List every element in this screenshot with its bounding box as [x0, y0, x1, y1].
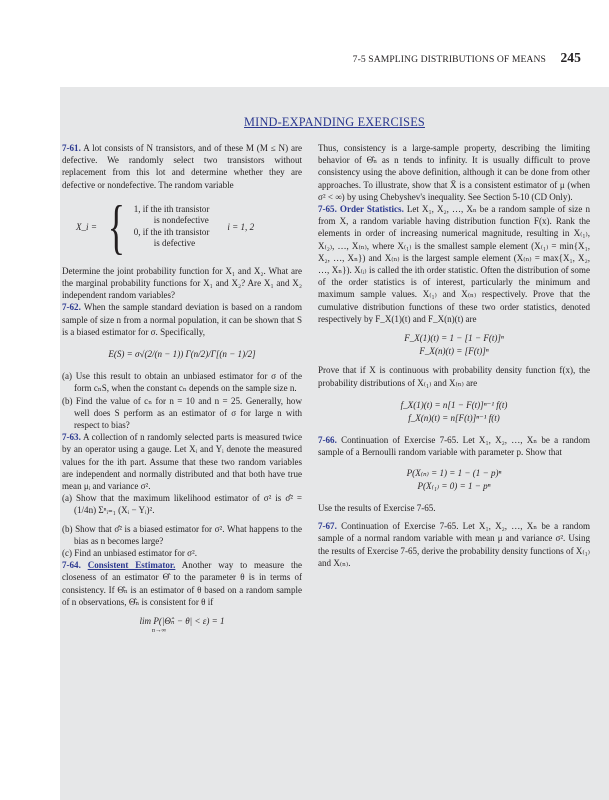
part-a: (a) Use this result to obtain an unbiased estimator for σ of the form cₙS, when the constant cₙ depends on the sample size n.: [62, 371, 302, 394]
exercise-number: 7-63.: [62, 432, 81, 443]
limit-subscript: n→∞: [151, 627, 167, 635]
exercise-text: Continuation of Exercise 7-65. Let X₁, X₂, …, Xₙ be a random sample of a normal random variable with mean μ and variance σ². Using the results of Exercise 7-65, derive the probability density functions of X₍₁₎ and X₍ₙ₎.: [318, 521, 591, 568]
exercise-text: Continuation of Exercise 7-65. Let X₁, X₂, …, Xₙ be a random sample of a Bernoulli random variable with parameter p. Show that: [318, 435, 591, 458]
part-c: (c) Find an unbiased estimator for σ².: [62, 548, 197, 559]
exercise-text: When the sample standard deviation is based on a random sample of size n from a normal population, it can be shown that S is a biased estimator for σ. Specifically,: [62, 302, 302, 337]
case-line: 1, if the ith transistor: [133, 203, 210, 214]
exercise-7-63: [62, 431, 302, 492]
exercise-number: 7-61.: [62, 143, 81, 153]
left-column: [62, 142, 302, 634]
equation: f_X(1)(t) = n[1 − F(t)]ⁿ⁻¹ f(t): [400, 399, 508, 410]
exercise-7-64: [62, 559, 302, 608]
piecewise-definition: [76, 193, 302, 260]
exercise-7-66: [318, 434, 590, 458]
exercise-panel: [60, 87, 609, 800]
exercise-text: Another way to measure the closeness of an estimator Θ̂ to the parameter θ is in terms of consistency. If Θ̂ₙ is an estimator of θ based on a random sample of n observations, Θ̂ₙ is consistent for θ if: [62, 560, 302, 607]
exercise-7-67: [318, 520, 590, 569]
exercise-7-61: [62, 142, 302, 191]
case-line: 0, if the ith transistor: [133, 226, 210, 237]
index-range: i = 1, 2: [227, 221, 255, 232]
exercise-text: Use the results of Exercise 7-65.: [318, 503, 436, 514]
case-line: is defective: [153, 238, 196, 249]
exercise-text: Determine the joint probability function for X₁ and X₂. What are the marginal probability functions for X₁ and X₂? Are X₁ and X₂ independent random variables?: [62, 265, 302, 301]
exercise-number: 7-66.: [318, 435, 337, 446]
equation: F_X(1)(t) = 1 − [1 − F(t)]ⁿ: [404, 333, 504, 344]
left-brace: {: [107, 193, 125, 260]
equation: P(X₍ₙ₎ = 1) = 1 − (1 − p)ⁿ: [406, 467, 502, 478]
equation: E(S) = σ√(2/(n − 1)) Γ(n/2)/Γ[(n − 1)/2]: [108, 349, 256, 360]
piecewise-lhs: X_i =: [76, 221, 97, 232]
keyword: Consistent Estimator.: [87, 560, 176, 571]
running-head: [353, 50, 581, 66]
case-line: is nondefective: [153, 215, 209, 226]
equation: lim P(|Θ̂ₙ − θ| < ε) = 1: [139, 616, 225, 627]
exercise-7-62: [62, 301, 302, 338]
equation: f_X(n)(t) = n[F(t)]ⁿ⁻¹ f(t): [408, 413, 500, 424]
equation: P(X₍₁₎ = 0) = 1 − pⁿ: [417, 480, 491, 491]
exercise-text: Let X₁, X₂, …, Xₙ be a random sample of size n from X, a random variable having distribution function F(x). Rank the elements in order of increasing numerical magnitude, resulting in X₍₁₎, X₍₂₎, …, X₍ₙ₎, where X₍₁₎ is the smallest sample element (X₍₁₎ = min{X₁, X₂, …, Xₙ}) and X₍ₙ₎ is the largest sample element (X₍ₙ₎ = max{X₁, X₂, …, Xₙ}). X₍ᵢ₎ is called the ith order statistic. Often the distribution of some of the order statistics is of interest, particularly the minimum and maximum sample values. X₍₁₎ and X₍ₙ₎ respectively. Prove that the cumulative distribution functions of these two order statistics, denoted respectively by F_X(1)(t) and F_X(n)(t) are: [318, 204, 591, 324]
spacer: [318, 389, 590, 395]
equation: F_X(n)(t) = [F(t)]ⁿ: [419, 346, 489, 357]
section-title: MIND-EXPANDING EXERCISES: [244, 115, 425, 129]
exercise-text: A lot consists of N transistors, and of these M (M ≤ N) are defective. We randomly select two transistors without replacement from this lot and determine whether they are defective or nondefective. The random variable: [62, 143, 302, 190]
piecewise-cases: [134, 204, 210, 250]
running-title: 7-5 SAMPLING DISTRIBUTIONS OF MEANS: [352, 54, 546, 65]
continuation-7-64: Thus, consistency is a large-sample property, describing the limiting behavior of Θ̂ₙ as n tends to infinity. It is usually difficult to prove consistency using the above definition, although it can be done from other approaches. To illustrate, show that X̄ is a consistent estimator of μ (when σ² < ∞) by using Chebyshev's inequality. See Section 5-10 (CD Only).: [318, 143, 590, 202]
page-number: 245: [560, 50, 581, 65]
exercise-number: 7-67.: [318, 521, 337, 532]
exercise-text: A collection of n randomly selected parts is measured twice by an operator using a gauge. Let Xᵢ and Yᵢ denote the measured values for the ith part. Assume that these two random variables are independent and normally distributed and that both have true mean μᵢ and variance σ².: [62, 432, 302, 492]
part-b: (b) Show that σ̂² is a biased estimator for σ². What happens to the bias as n becomes large?: [62, 523, 302, 546]
part-b: (b) Find the value of cₙ for n = 10 and n = 25. Generally, how well does S perform as an estimator of σ for large n with respect to bias?: [62, 395, 302, 431]
exercise-7-65: [318, 203, 590, 325]
exercise-number: 7-62.: [62, 302, 81, 313]
keyword: Order Statistics.: [339, 204, 404, 215]
exercise-number: 7-65.: [318, 204, 337, 215]
exercise-number: 7-64.: [62, 560, 81, 571]
part-a: (a) Show that the maximum likelihood estimator of σ² is σ̂² = (1/4n) Σⁿᵢ₌₁ (Xᵢ − Yᵢ)².: [62, 493, 302, 516]
exercise-text: Prove that if X is continuous with probability density function f(x), the probability distributions of X₍₁₎ and X₍ₙ₎ are: [318, 365, 590, 388]
right-column: [318, 142, 590, 569]
